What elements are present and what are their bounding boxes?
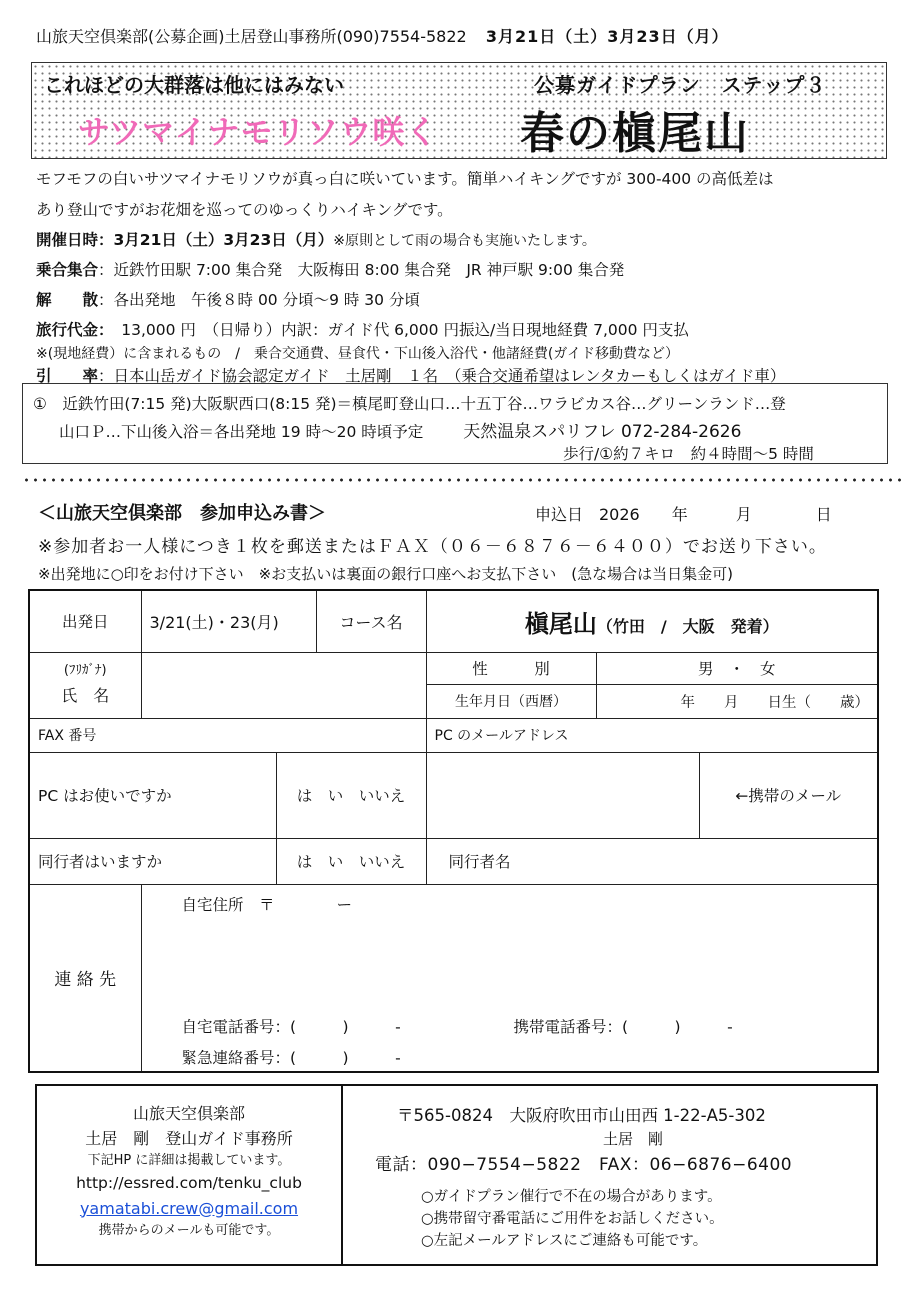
footer-phones: 電話：090−7554−5822 FAX：06−6876−6400 (375, 1155, 793, 1175)
mobile-email-field[interactable] (426, 752, 699, 838)
route-line-2-text: 山口Ｐ…下山後入浴＝各出発地 19 時～20 時頃予定 (59, 423, 424, 441)
header-org: 山旅天空倶楽部(公募企画)土居登山事務所(090)7554-5822 (36, 27, 467, 46)
mobile-mail-label: ←携帯のメール (699, 752, 878, 838)
dismiss-label: 解 散 (36, 291, 99, 309)
banner-flower: サツマイナモリソウ咲く (78, 113, 439, 151)
gender-label: 性 別 (426, 652, 596, 684)
page-header (36, 24, 729, 47)
fax-label[interactable]: FAX 番号 (29, 718, 426, 752)
meet-value: ：近鉄竹田駅 7:00 集合発 大阪梅田 8:00 集合発 JR 神戸駅 9:00 集合発 (98, 261, 625, 279)
furigana-label: (ﾌﾘｶﾞﾅ) (63, 663, 107, 679)
description-line-2: あり登山ですがお花畑を巡ってのゆっくりハイキングです。 (36, 201, 453, 219)
email-label[interactable]: PC のメールアドレス (426, 718, 878, 752)
description-line-1: モフモフの白いサツマイナモリソウが真っ白に咲いています。簡単ハイキングですが 300-400 の高低差は (36, 170, 774, 188)
birth-value[interactable]: 年 月 日生（ 歳） (596, 684, 878, 718)
application-form (28, 589, 879, 1073)
companion-name-field[interactable] (426, 838, 878, 884)
footer-notice-1: ○ガイドプラン催行で不在の場合があります。 (421, 1189, 722, 1205)
emergency-phone[interactable]: 緊急連絡番号：( ) - (181, 1048, 401, 1067)
route-box (22, 383, 888, 464)
route-spa: 天然温泉スパリフレ 072-284-2626 (463, 422, 742, 442)
title-banner (31, 62, 887, 159)
footer-hp-note: 下記HP に詳細は掲載しています。 (87, 1153, 291, 1168)
banner-plan: 公募ガイドプラン ステップ３ (534, 73, 827, 97)
form-note-1: ※参加者お一人様につき１枚を郵送またはＦＡＸ（０６－６８７６－６４００）でお送り下さい。 (38, 537, 827, 557)
detail-meet (36, 258, 624, 280)
contact-field[interactable] (141, 884, 878, 1072)
footer-mobile-note: 携帯からのメールも可能です。 (98, 1222, 280, 1238)
guide-label: 引 率 (36, 367, 99, 385)
detail-dismiss (36, 288, 420, 310)
pc-question: PC はお使いですか (29, 752, 276, 838)
footer-right (343, 1086, 876, 1264)
name-label: 氏 名 (61, 686, 110, 706)
footer-left (37, 1086, 343, 1264)
mobile-phone[interactable]: 携帯電話番号：( ) - (513, 1017, 733, 1036)
date-label: 開催日時 (36, 231, 99, 249)
cut-line (22, 478, 902, 482)
fee-value: 13,000 円 （日帰り）内訳：ガイド代 6,000 円振込/当日現地経費 7,000 円支払 (105, 321, 689, 339)
form-title: ＜山旅天空倶楽部 参加申込み書＞ (38, 503, 326, 524)
footer-org-1: 山旅天空倶楽部 (132, 1104, 245, 1123)
name-label-cell (29, 652, 141, 718)
course-label: コース名 (316, 590, 426, 652)
footer-address: 〒565-0824 大阪府吹田市山田西 1-22-A5-302 (397, 1106, 766, 1125)
route-walk: 歩行/①約７キロ 約４時間～5 時間 (563, 445, 814, 463)
guide-value: ：日本山岳ガイド協会認定ガイド 土居剛 １名 （乗合交通希望はレンタカーもしくはガイド車） (98, 367, 786, 385)
name-field[interactable] (141, 652, 426, 718)
contact-label: 連 絡 先 (29, 884, 141, 1072)
footer-notice-3: ○左記メールアドレスにご連絡も可能です。 (421, 1233, 708, 1249)
depart-label: 出発日 (29, 590, 141, 652)
route-line-2 (59, 417, 741, 442)
header-dates: 3月21日（土）3月23日（月） (485, 27, 729, 46)
footer-contact (35, 1084, 878, 1266)
banner-title: 春の槇尾山 (520, 108, 750, 159)
course-cell (426, 590, 878, 652)
companion-answer[interactable]: は い いいえ (276, 838, 426, 884)
meet-label: 乗合集合 (36, 261, 99, 279)
footer-email[interactable]: yamatabi.crew@gmail.com (79, 1198, 299, 1218)
detail-fee (36, 318, 689, 340)
home-phone[interactable]: 自宅電話番号：( ) - (181, 1017, 401, 1036)
companion-question: 同行者はいますか (29, 838, 276, 884)
banner-catch: これほどの大群落は他にはみない (44, 73, 344, 97)
footer-url[interactable]: http://essred.com/tenku_club (76, 1174, 302, 1192)
birth-label: 生年月日（西暦） (426, 684, 596, 718)
application-date[interactable]: 申込日 2026 年 月 日 (535, 505, 832, 524)
footer-org-2: 土居 剛 登山ガイド事務所 (85, 1129, 293, 1148)
date-note: ※原則として雨の場合も実施いたします。 (333, 233, 596, 249)
pc-answer[interactable]: は い いいえ (276, 752, 426, 838)
detail-date (36, 228, 596, 250)
address-label[interactable]: 自宅住所 〒 ー (181, 895, 353, 914)
date-value: ：3月21日（土）3月23日（月） (98, 231, 334, 249)
fee-note: ※(現地経費）に含まれるもの / 乗合交通費、昼食代・下山後入浴代・他諸経費(ガイド移動費など） (36, 346, 679, 362)
footer-person: 土居 剛 (603, 1130, 664, 1148)
fee-label: 旅行代金： (36, 321, 106, 339)
form-note-2: ※出発地に○印をお付け下さい ※お支払いは裏面の銀行口座へお支払下さい (急な場合は当日集金可) (38, 565, 733, 583)
dismiss-value: ：各出発地 午後８時 00 分頃～9 時 30 分頃 (98, 291, 420, 309)
gender-value[interactable]: 男 ・ 女 (596, 652, 878, 684)
depart-value[interactable]: 3/21(土)・23(月) (141, 590, 316, 652)
footer-notice-2: ○携帯留守番電話にご用件をお話しください。 (421, 1211, 724, 1227)
course-name: 槇尾山 (524, 609, 597, 638)
course-options[interactable]: （竹田 / 大阪 発着） (596, 616, 779, 636)
route-line-1: ① 近鉄竹田(7:15 発)大阪駅西口(8:15 発)＝槙尾町登山口…十五丁谷…ワラビカス谷…グリーンランド…登 (33, 395, 786, 413)
companion-name-label: 同行者名 (448, 853, 511, 871)
